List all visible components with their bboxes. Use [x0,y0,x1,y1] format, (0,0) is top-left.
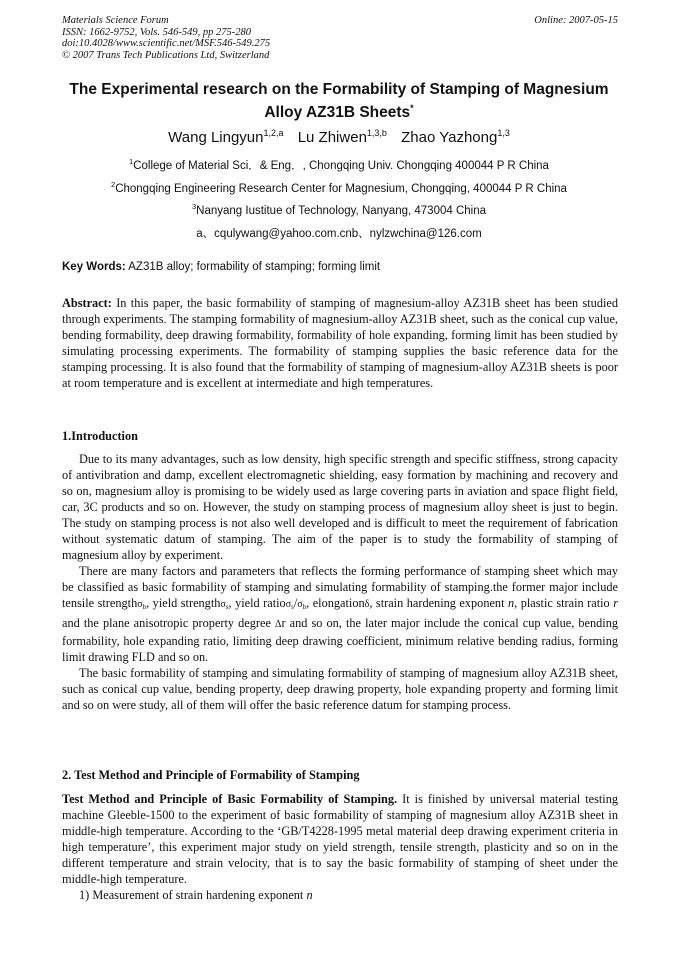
title-line-2: Alloy AZ31B Sheets [264,104,411,122]
section-2-body [62,791,618,903]
section-2-heading: 2. Test Method and Principle of Formability of Stamping [62,768,360,782]
keywords [62,261,618,273]
author-2: Lu Zhiwen$^{1,3,b}$ [297,128,387,146]
online-date: Online: 2007-05-15 [534,15,618,26]
copyright-line: © 2007 Trans Tech Publications Ltd, Switzerland [62,49,270,61]
title-footnote-mark: * [410,103,414,113]
author-emails[interactable]: a、cqulywang@yahoo.com.cnb、nylzwchina@126.com [196,228,482,240]
affiliation-3: $^3$Nanyang Iustitue of Technology, Nanyang, 473004 China [191,202,486,217]
doi-line[interactable]: doi:10.4028/www.scientific.net/MSF.546-549.275 [62,38,271,49]
affiliation-2: $^2$Chongqing Engineering Research Center for Magnesium, Chongqing, 400044 P R China [111,180,567,195]
keywords-label: Key Words: [62,261,126,273]
journal-name: Materials Science Forum [62,15,169,26]
section-2-item-1: 1) Measurement of strain hardening exponent n [79,888,313,902]
paper-title [40,80,638,122]
keywords-text: AZ31B alloy; formability of stamping; forming limit [125,261,381,273]
abstract [62,295,618,391]
intro-body [62,451,618,713]
title-line-1: The Experimental research on the Formability of Stamping of Magnesium [69,81,609,98]
issn-line: ISSN: 1662-9752, Vols. 546-549, pp 275-280 [62,26,251,38]
intro-heading: 1.Introduction [62,429,138,443]
section-2-paragraph: Test Method and Principle of Basic Formability of Stamping. It is finished by universal material testing machine Gleeble-1500 to the experiment of basic formability of stamping of magnesium alloy AZ31B sheet in middle-high temperature. According to the ‘GB/T4228-1995 metal material deep drawing experiment criteria in high temperature’, this experiment major study on yield strength, tensile strength, plasticity and so on in the different temperature and strain velocity, that is to say the basic formability of stamping of sheet under the middle-high temperature. [62,792,618,886]
abstract-text: In this paper, the basic formability of stamping of magnesium-alloy AZ31B sheet has been studied through experiments. The stamping formability of magnesium-alloy AZ31B sheet, such as the conical cup value, bending formability, deep drawing formability, formability of hole expanding, forming limit has been studied by simulating processing experiments. The formability of stamping supplies the basic reference data for the stamping processing. It is also found that the formability of stamping of magnesium-alloy AZ31B sheets is poor at room temperature and is excellent at intermediate and high temperatures. [62,296,618,390]
journal-header [62,15,618,61]
intro-paragraph-1: Due to its many advantages, such as low density, high specific strength and specific stiffness, strong capacity of antivibration and damp, excellent electromagnetic shielding, easy formation by machining and recovery and so on, magnesium alloy is promising to be widely used as large covering parts in aviation and space flight field, car, 3C products and so on. However, the study on stamping process of magnesium alloy sheet is just to begin. The study on stamping process is not also well developed and is difficult to meet the requirement of fabrication without systematic datum of stamping. The aim of the paper is to study the formability of stamping of magnesium alloy by experiment. [62,452,618,562]
section-2-subheading: Test Method and Principle of Basic Formability of Stamping. [62,792,398,806]
intro-paragraph-3: The basic formability of stamping and simulating formability of stamping of magnesium alloy AZ31B sheet, such as conical cup value, bending property, deep drawing property, hole expanding property and forming limit and so on were study, all of them will offer the basic reference datum for stamping process. [62,666,618,712]
affiliation-1: $^1$College of Material Sci．& Eng．, Chongqing Univ. Chongqing 400044 P R China [129,157,549,172]
author-3: Zhao Yazhong$^{1,3}$ [401,128,510,146]
author-list [40,128,638,146]
abstract-label: Abstract: [62,296,112,310]
author-1: Wang Lingyun$^{1,2,a}$ [168,128,284,146]
intro-paragraph-2: There are many factors and parameters that reflects the forming performance of stamping sheet which may be classified as basic formability of stamping and simulating formability of stamping.the former major include tensile strengthσ$_b$, yield strengthσ$_s$, yield $ratio\sigma_s/\sigma_b$, elongationδ, strain hardening exponent n, plastic strain ratio r and the plane anisotropic property degree Δr and so on, the later major include the conical cup value, bending formability, hole expanding ratio, limiting deep drawing coefficient, minimum relative bending radius, forming limit drawing FLD and so on. [62,564,619,664]
